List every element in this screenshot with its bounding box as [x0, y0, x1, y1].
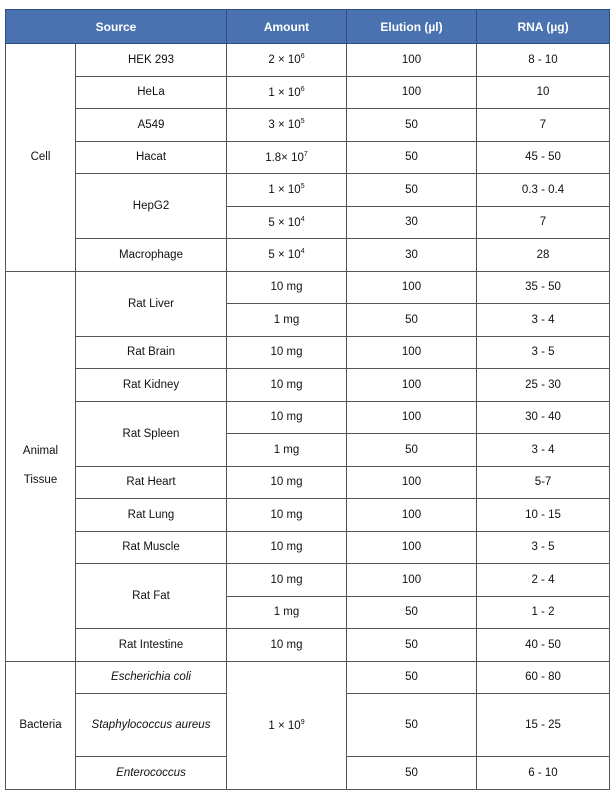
amount-cell: 1 mg — [227, 304, 347, 337]
source-cell: Staphylococcus aureus — [76, 694, 227, 757]
elution-cell: 50 — [347, 757, 477, 790]
rna-cell: 35 - 50 — [477, 271, 610, 304]
table-row — [6, 174, 610, 207]
table-row — [6, 499, 610, 532]
elution-cell: 50 — [347, 694, 477, 757]
elution-cell: 100 — [347, 564, 477, 597]
table-row — [6, 401, 610, 434]
elution-cell: 50 — [347, 434, 477, 467]
header-amount: Amount — [227, 10, 347, 44]
amount-cell: $2 \times 10^6$ — [227, 44, 347, 77]
amount-cell: 10 mg — [227, 564, 347, 597]
amount-cell: $1 \times 10^5$ — [227, 174, 347, 207]
elution-cell: 50 — [347, 141, 477, 174]
table-row — [6, 336, 610, 369]
rna-cell: 30 - 40 — [477, 401, 610, 434]
source-cell: Rat Fat — [76, 564, 227, 629]
rna-cell: 28 — [477, 239, 610, 272]
amount-cell: 10 mg — [227, 369, 347, 402]
header-elution: Elution (µl) — [347, 10, 477, 44]
header-row — [6, 10, 610, 44]
amount-cell: $1.8\times 10^7$ — [227, 141, 347, 174]
rna-cell: 45 - 50 — [477, 141, 610, 174]
amount-cell: $1 \times 10^9$ — [227, 661, 347, 789]
source-cell: Escherichia coli — [76, 661, 227, 694]
elution-cell: 50 — [347, 174, 477, 207]
rna-cell: 0.3 - 0.4 — [477, 174, 610, 207]
source-cell: Rat Brain — [76, 336, 227, 369]
table-row — [6, 369, 610, 402]
amount-cell: $1 \times 10^6$ — [227, 76, 347, 109]
rna-cell: 10 — [477, 76, 610, 109]
table-row — [6, 466, 610, 499]
elution-cell: 100 — [347, 369, 477, 402]
amount-cell: 1 mg — [227, 434, 347, 467]
elution-cell: 100 — [347, 401, 477, 434]
group-bacteria: Bacteria — [6, 661, 76, 789]
elution-cell: 30 — [347, 206, 477, 239]
source-cell: Rat Spleen — [76, 401, 227, 466]
amount-cell: 1 mg — [227, 596, 347, 629]
rna-cell: 6 - 10 — [477, 757, 610, 790]
elution-cell: 100 — [347, 499, 477, 532]
table-row — [6, 239, 610, 272]
amount-cell: $3 \times 10^5$ — [227, 109, 347, 142]
rna-cell: 3 - 5 — [477, 531, 610, 564]
amount-cell: $5 \times 10^4$ — [227, 239, 347, 272]
rna-cell: 3 - 4 — [477, 434, 610, 467]
table-row — [6, 531, 610, 564]
rna-yield-table — [5, 9, 610, 790]
elution-cell: 50 — [347, 596, 477, 629]
elution-cell: 100 — [347, 271, 477, 304]
header-rna: RNA (µg) — [477, 10, 610, 44]
rna-cell: 8 - 10 — [477, 44, 610, 77]
table-row — [6, 44, 610, 77]
source-cell: A549 — [76, 109, 227, 142]
group-animal-tissue: Animal Tissue — [6, 271, 76, 661]
rna-cell: 7 — [477, 109, 610, 142]
source-cell: HepG2 — [76, 174, 227, 239]
table-row — [6, 271, 610, 304]
source-cell: Macrophage — [76, 239, 227, 272]
rna-cell: 3 - 5 — [477, 336, 610, 369]
amount-cell: 10 mg — [227, 466, 347, 499]
rna-cell: 2 - 4 — [477, 564, 610, 597]
amount-cell: 10 mg — [227, 629, 347, 662]
table-row — [6, 629, 610, 662]
header-source: Source — [6, 10, 227, 44]
amount-cell: 10 mg — [227, 499, 347, 532]
amount-cell: 10 mg — [227, 336, 347, 369]
source-cell: Rat Liver — [76, 271, 227, 336]
source-cell: HeLa — [76, 76, 227, 109]
source-cell: Enterococcus — [76, 757, 227, 790]
source-cell: Rat Kidney — [76, 369, 227, 402]
amount-cell: 10 mg — [227, 271, 347, 304]
table-row — [6, 109, 610, 142]
source-cell: Rat Lung — [76, 499, 227, 532]
source-cell: Rat Intestine — [76, 629, 227, 662]
elution-cell: 50 — [347, 109, 477, 142]
table-row — [6, 76, 610, 109]
table-row — [6, 141, 610, 174]
table-row — [6, 661, 610, 694]
rna-cell: 7 — [477, 206, 610, 239]
source-cell: Rat Muscle — [76, 531, 227, 564]
source-cell: Rat Heart — [76, 466, 227, 499]
rna-cell: 15 - 25 — [477, 694, 610, 757]
elution-cell: 100 — [347, 466, 477, 499]
elution-cell: 100 — [347, 44, 477, 77]
elution-cell: 50 — [347, 661, 477, 694]
elution-cell: 50 — [347, 304, 477, 337]
elution-cell: 100 — [347, 531, 477, 564]
elution-cell: 100 — [347, 336, 477, 369]
amount-cell: 10 mg — [227, 531, 347, 564]
rna-cell: 5-7 — [477, 466, 610, 499]
source-cell: Hacat — [76, 141, 227, 174]
table-row — [6, 564, 610, 597]
rna-cell: 3 - 4 — [477, 304, 610, 337]
amount-cell: $5 \times 10^4$ — [227, 206, 347, 239]
source-cell: HEK 293 — [76, 44, 227, 77]
elution-cell: 50 — [347, 629, 477, 662]
amount-cell: 10 mg — [227, 401, 347, 434]
rna-cell: 40 - 50 — [477, 629, 610, 662]
group-cell: Cell — [6, 44, 76, 272]
rna-cell: 60 - 80 — [477, 661, 610, 694]
rna-cell: 25 - 30 — [477, 369, 610, 402]
elution-cell: 100 — [347, 76, 477, 109]
rna-cell: 1 - 2 — [477, 596, 610, 629]
rna-cell: 10 - 15 — [477, 499, 610, 532]
elution-cell: 30 — [347, 239, 477, 272]
